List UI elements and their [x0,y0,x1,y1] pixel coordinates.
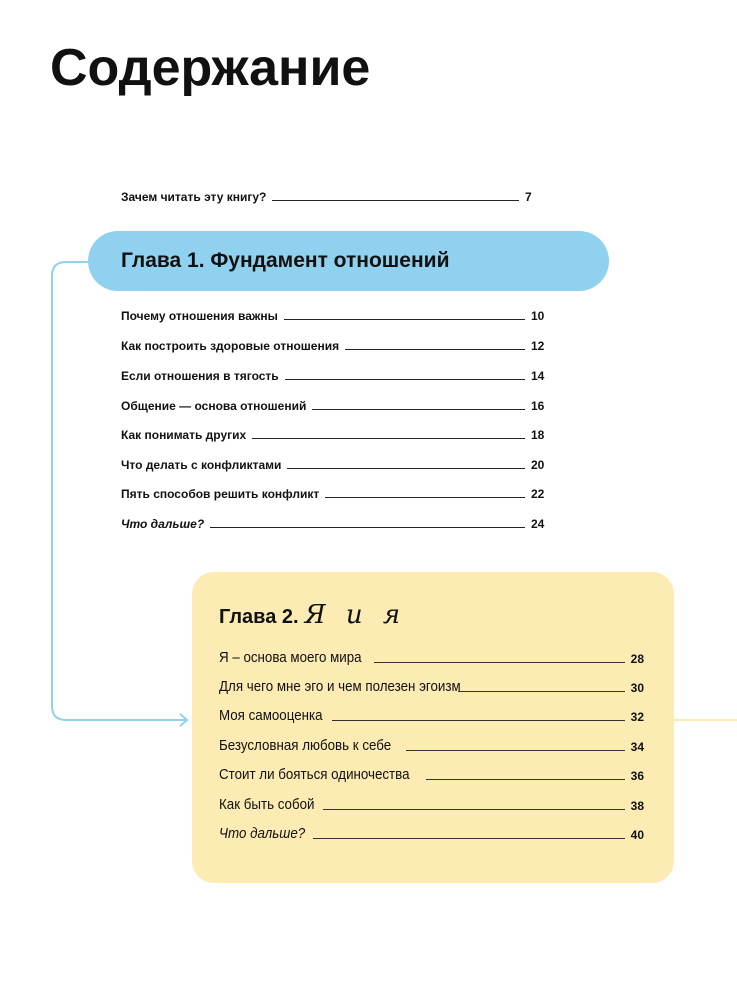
toc-entry-label: Как понимать других [121,428,247,442]
toc-entry-page: 10 [531,309,545,323]
toc-entry-page: 24 [531,517,545,531]
toc-entry-page: 30 [630,681,644,695]
leader-line [313,838,625,839]
toc-entry-page: 36 [630,769,644,783]
toc-entry-page: 34 [630,740,644,754]
leader-line [284,319,525,320]
toc-entry-label: Что дальше? [121,517,205,531]
toc-entry[interactable] [219,706,644,724]
toc-entry[interactable] [219,677,644,695]
toc-entry[interactable] [121,397,545,413]
leader-line [312,409,525,410]
toc-entry-label: Стоит ли бояться одиночества [219,767,410,783]
leader-line [406,750,624,751]
toc-entry[interactable] [219,765,644,783]
toc-entry-label: Как быть собой [219,797,315,813]
toc-entry[interactable] [121,485,545,501]
leader-line [426,779,625,780]
toc-entry-label: Если отношения в тягость [121,369,279,383]
toc-entry-label: Пять способов решить конфликт [121,487,320,501]
toc-entry-page: 40 [630,828,644,842]
toc-entry-page: 16 [531,399,545,413]
toc-entry-whats-next[interactable] [219,824,644,842]
leader-line [374,662,625,663]
chapter2-title[interactable] [219,600,406,630]
leader-line [323,809,625,810]
toc-entry-label: Я – основа моего мира [219,650,362,666]
toc-entry[interactable] [121,456,545,472]
chapter2-title-prefix: Глава 2. [219,606,299,628]
leader-line [332,720,625,721]
leader-line [285,379,525,380]
toc-entry-label: Что дальше? [219,826,306,842]
toc-entry-label: Что делать с конфликтами [121,458,282,472]
leader-line [345,349,525,350]
toc-entry-page: 7 [525,190,532,204]
leader-line [210,527,525,528]
toc-entry[interactable] [121,426,545,442]
toc-entry-page: 12 [531,339,545,353]
toc-entry-whats-next[interactable] [121,515,545,531]
toc-entry-label: Для чего мне эго и чем полезен эгоизм [219,679,461,695]
toc-entry-page: 28 [630,652,644,666]
leader-line [272,200,519,201]
toc-entry[interactable] [121,337,545,353]
chapter2-title-handwritten: Я и я [304,600,407,630]
leader-line [325,497,525,498]
toc-entry-label: Почему отношения важны [121,309,278,323]
leader-line [458,691,625,692]
toc-entry-label: Как построить здоровые отношения [121,339,340,353]
toc-entry-page: 32 [630,710,644,724]
toc-entry-page: 38 [630,799,644,813]
toc-entry-label: Моя самооценка [219,708,323,724]
toc-entry-label: Безусловная любовь к себе [219,738,392,754]
toc-entry-label: Зачем читать эту книгу? [121,190,267,204]
toc-entry-page: 20 [531,458,545,472]
toc-entry[interactable] [219,648,644,666]
leader-line [287,468,525,469]
leader-line [252,438,525,439]
toc-entry-page: 22 [531,487,545,501]
toc-entry[interactable] [121,367,545,383]
toc-entry-page: 18 [531,428,545,442]
toc-entry[interactable] [219,795,644,813]
toc-entry-page: 14 [531,369,545,383]
toc-entry-label: Общение — основа отношений [121,399,307,413]
page-title: Содержание [50,39,371,97]
chapter1-title[interactable]: Глава 1. Фундамент отношений [121,249,450,272]
toc-entry[interactable] [121,307,545,323]
toc-entry-intro[interactable] [121,188,539,204]
toc-entry[interactable] [219,736,644,754]
